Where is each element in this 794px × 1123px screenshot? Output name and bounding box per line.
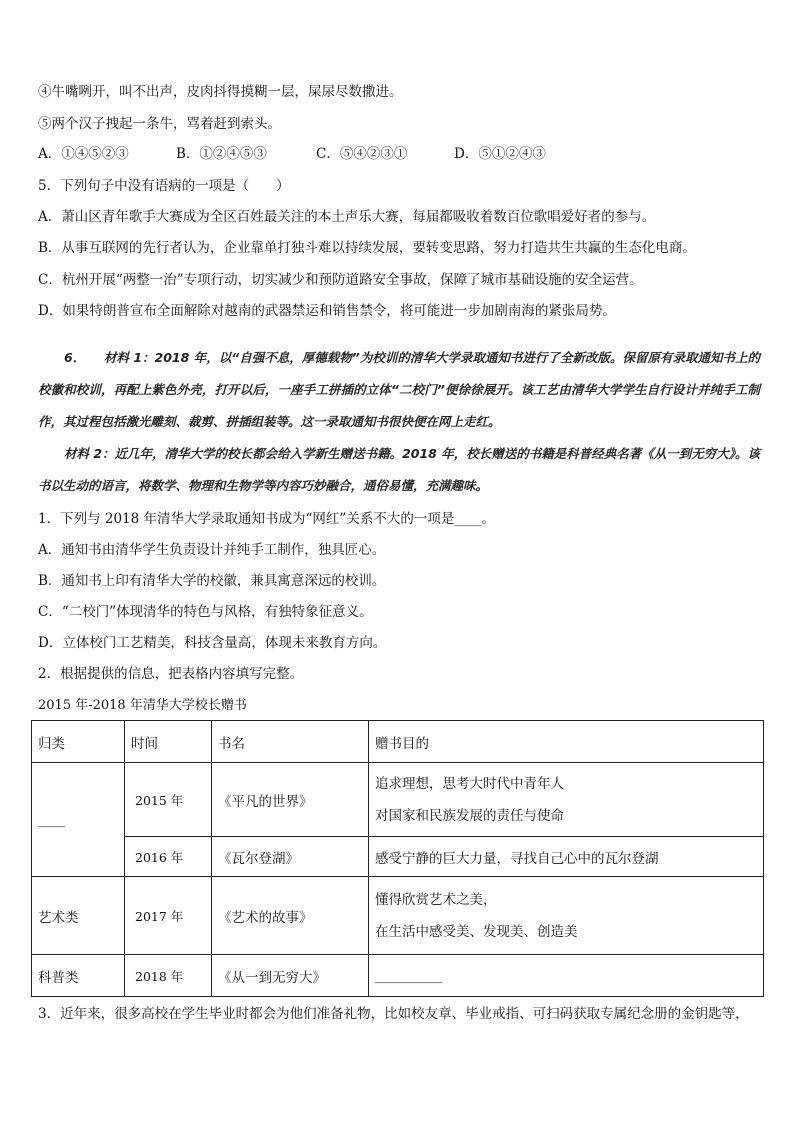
category-blank[interactable]: ____: [32, 763, 125, 877]
q5-option-d: D．如果特朗普宣布全面解除对越南的武器禁运和销售禁令，将可能进一步加剧南海的紧张局势。: [38, 303, 616, 319]
table-row: [32, 837, 764, 877]
table-row: [32, 877, 764, 955]
q5-option-c: C．杭州开展“两整一治”专项行动，切实减少和预防道路安全事故，保障了城市基础设施的安全运营。: [38, 272, 643, 288]
row-book: 《从一到无穷大》: [212, 955, 369, 997]
q1-option-b: B．通知书上印有清华大学的校徽，兼具寓意深远的校训。: [38, 573, 386, 589]
question-5: 5．下列句子中没有语病的一项是（ ）: [38, 178, 290, 194]
row-year: 2016 年: [125, 837, 212, 877]
option-line-5: ⑤两个汉子拽起一条牛，骂着赶到索头。: [38, 116, 281, 132]
question-2: 2．根据提供的信息，把表格内容填写完整。: [38, 666, 304, 682]
q1-option-a: A．通知书由清华学生负责设计并纯手工制作，独具匠心。: [38, 542, 386, 558]
reading-material: [38, 342, 760, 502]
q4-option-a: A．①④⑤②③: [38, 146, 129, 162]
book-table: [31, 720, 764, 997]
q4-option-d: D．⑤①②④③: [454, 146, 546, 162]
q4-option-c: C．⑤④②③①: [316, 146, 408, 162]
row-year: 2018 年: [125, 955, 212, 997]
header-year: 时间: [125, 721, 212, 763]
row-purpose: [369, 877, 764, 955]
row-book: 《艺术的故事》: [212, 877, 369, 955]
q5-option-b: B．从事互联网的先行者认为，企业靠单打独斗难以持续发展，要转变思路，努力打造共生共赢的生态化电商。: [38, 240, 696, 256]
purpose-line-1: 懂得欣赏艺术之美，: [375, 891, 497, 908]
q1-option-c: C．“二校门”体现清华的特色与风格，有独特象征意义。: [38, 604, 373, 620]
q1-option-d: D．立体校门工艺精美，科技含量高，体现未来教育方向。: [38, 635, 387, 651]
header-book: 书名: [212, 721, 369, 763]
q4-option-b: B．①②④⑤③: [176, 146, 267, 162]
purpose-line-2: 对国家和民族发展的责任与使命: [375, 807, 564, 824]
row-book: 《平凡的世界》: [212, 763, 369, 837]
table-row: [32, 763, 764, 837]
material-1: 6． 材料 1：2018 年，以“自强不息，厚德载物”为校训的清华大学录取通知书进行了全新改版。保留原有录取通知书上的校徽和校训，再配上紫色外壳，打开以后，一座手工拼插的立体“二校门”便徐徐展开。该工艺由清华大学学生自行设计并纯手工制作，其过程包括激光雕刻、裁剪、拼插组装等。这一录取通知书很快便在网上走红。: [38, 350, 760, 429]
option-line-4: ④牛嘴咧开，叫不出声，皮肉抖得摸糊一层，屎尿尽数撒进。: [38, 84, 403, 100]
table-header-row: [32, 721, 764, 763]
row-year: 2017 年: [125, 877, 212, 955]
row-purpose: [369, 763, 764, 837]
table-row: [32, 955, 764, 997]
question-1: 1．下列与 2018 年清华大学录取通知书成为“网红”关系不大的一项是____。: [38, 511, 495, 527]
material-2: 材料 2：近几年，清华大学的校长都会给入学新生赠送书籍。2018 年，校长赠送的书籍是科普经典名著《从一到无穷大》。该书以生动的语言，将数学、物理和生物学等内容巧妙融合，通俗易懂，充满趣味。: [38, 446, 760, 493]
row-category: 艺术类: [32, 877, 125, 955]
purpose-blank[interactable]: __________: [369, 955, 764, 997]
q4-options: [38, 144, 546, 164]
row-purpose: 感受宁静的巨大力量，寻找自己心中的瓦尔登湖: [369, 837, 764, 877]
header-category: 归类: [32, 721, 125, 763]
q5-option-a: A．萧山区青年歌手大赛成为全区百姓最关注的本土声乐大赛，每届都吸收着数百位歌唱爱好者的参与。: [38, 209, 656, 225]
purpose-line-1: 追求理想，思考大时代中青年人: [375, 775, 564, 792]
row-category: 科普类: [32, 955, 125, 997]
header-purpose: 赠书目的: [369, 721, 764, 763]
purpose-line-2: 在生活中感受美、发现美、创造美: [375, 923, 578, 940]
row-year: 2015 年: [125, 763, 212, 837]
table-caption: 2015 年-2018 年清华大学校长赠书: [38, 698, 247, 713]
row-book: 《瓦尔登湖》: [212, 837, 369, 877]
question-3: 3．近年来，很多高校在学生毕业时都会为他们准备礼物，比如校友章、毕业戒指、可扫码获取专属纪念册的金钥匙等，: [38, 1006, 749, 1022]
